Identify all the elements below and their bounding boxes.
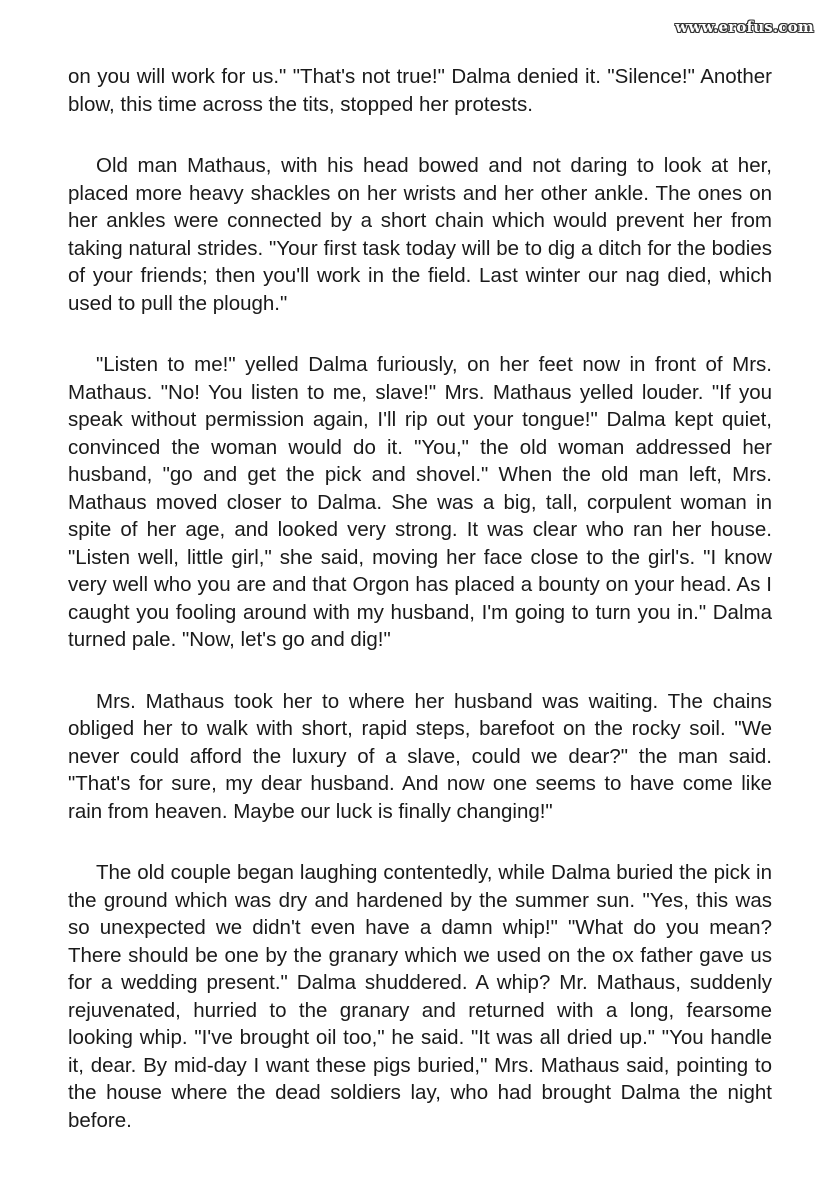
- paragraph-2: Old man Mathaus, with his head bowed and not daring to look at her, placed more heavy shackles on her wrists and her other ankle. The ones on her ankles were connected by a short chain which would prevent her from taking natural strides. "Your first task today will be to dig a ditch for the bodies of your friends; then you'll work in the field. Last winter our nag died, which used to pull the plough.": [68, 154, 772, 315]
- paragraph-5: The old couple began laughing contentedly, while Dalma buried the pick in the ground which was dry and hardened by the summer sun. "Yes, this was so unexpected we didn't even have a damn whip!" "What do you mean? There should be one by the granary which we used on the ox father gave us for a wedding present." Dalma shuddered. A whip? Mr. Mathaus, suddenly rejuvenated, hurried to the granary and returned with a long, fearsome looking whip. "I've brought oil too," he said. "It was all dried up." "You handle it, dear. By mid-day I want these pigs buried," Mrs. Mathaus said, pointing to the house where the dead soldiers lay, who had brought Dalma the night before.: [68, 861, 772, 1132]
- page-text: [68, 63, 772, 1168]
- paragraph-3: "Listen to me!" yelled Dalma furiously, on her feet now in front of Mrs. Mathaus. "No! You listen to me, slave!" Mrs. Mathaus yelled louder. "If you speak without permission again, I'll rip out your tongue!" Dalma kept quiet, convinced the woman would do it. "You," the old woman addressed her husband, "go and get the pick and shovel." When the old man left, Mrs. Mathaus moved closer to Dalma. She was a big, tall, corpulent woman in spite of her age, and looked very strong. It was clear who ran her house. "Listen well, little girl," she said, moving her face close to the girl's. "I know very well who you are and that Orgon has placed a bounty on your head. As I caught you fooling around with my husband, I'm going to turn you in." Dalma turned pale. "Now, let's go and dig!": [68, 353, 772, 651]
- site-watermark: www.erofus.com: [675, 18, 814, 36]
- paragraph-1: on you will work for us." "That's not true!" Dalma denied it. "Silence!" Another blow, this time across the tits, stopped her protests.: [68, 65, 772, 116]
- paragraph-4: Mrs. Mathaus took her to where her husband was waiting. The chains obliged her to walk with short, rapid steps, barefoot on the rocky soil. "We never could afford the luxury of a slave, could we dear?" the man said. "That's for sure, my dear husband. And now one seems to have come like rain from heaven. Maybe our luck is finally changing!": [68, 689, 772, 823]
